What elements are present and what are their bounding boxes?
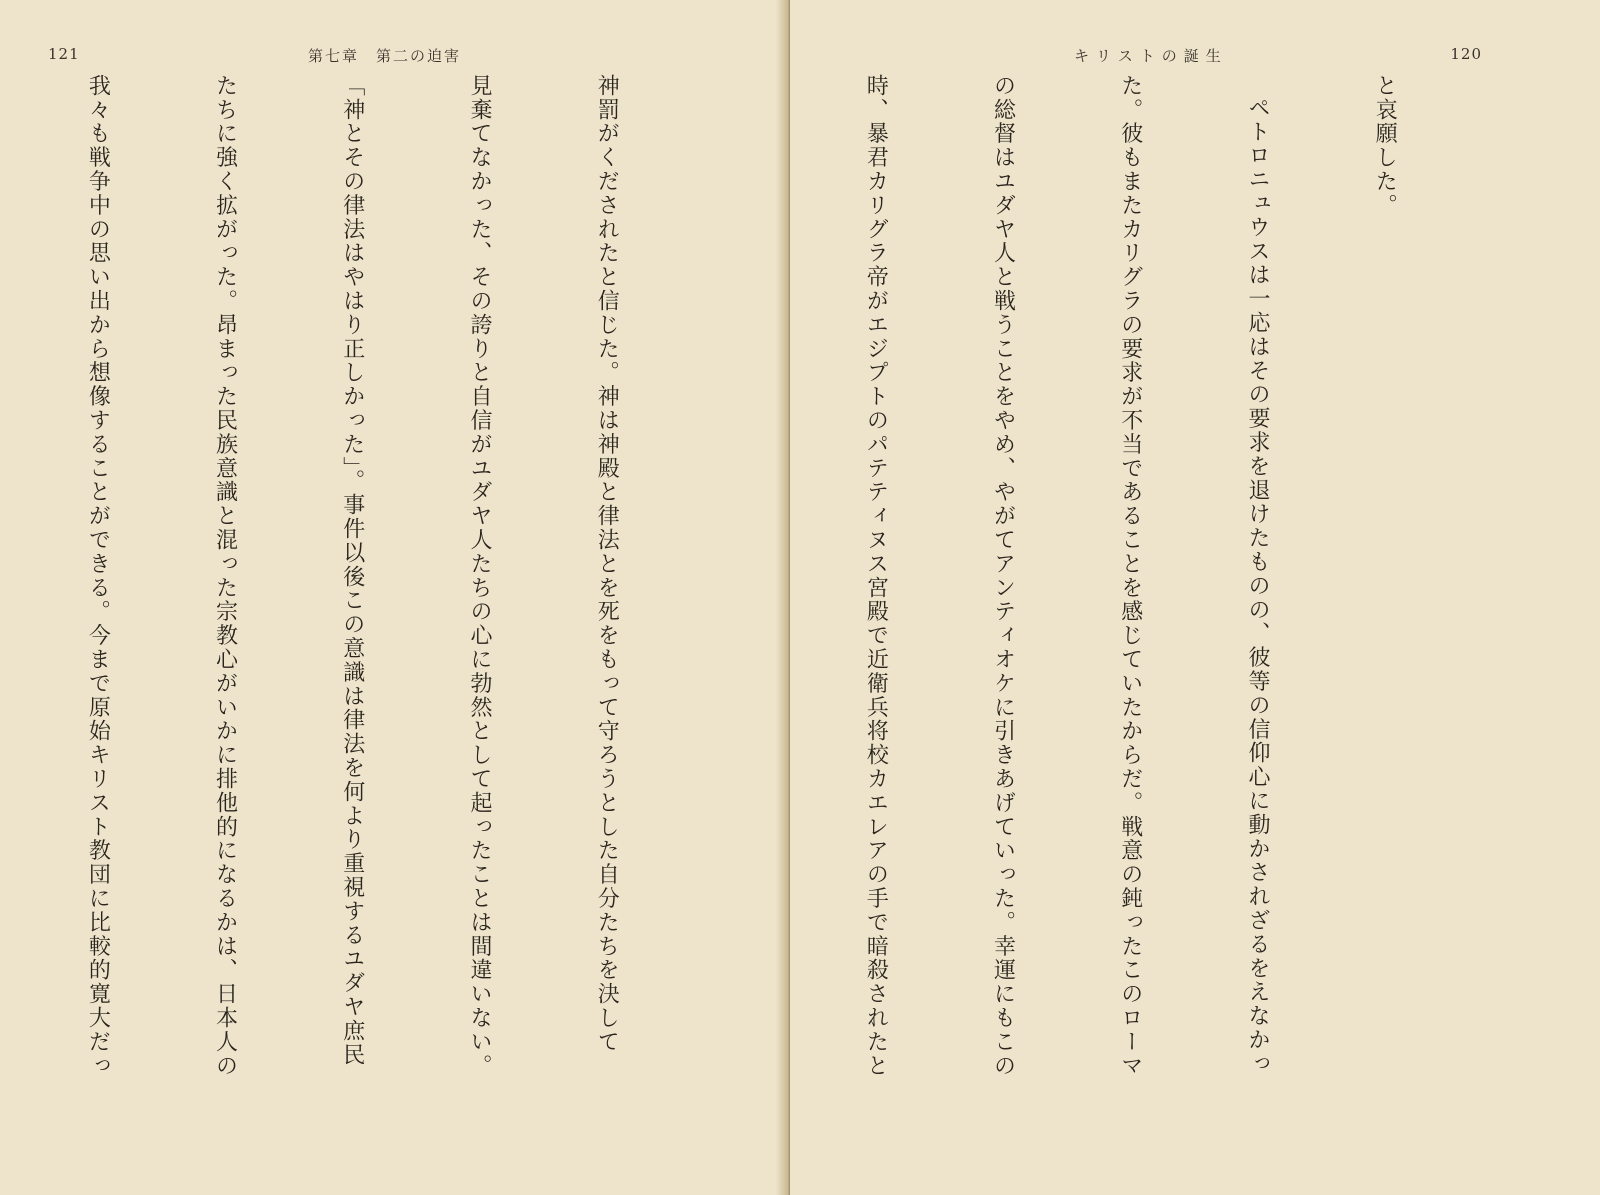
text-line: 神罰がくだされたと信じた。神は神殿と律法とを死をもって守ろうとした自分たちを決して <box>594 74 620 1054</box>
text-line: と哀願した。 <box>1372 74 1398 218</box>
text-line: の総督はユダヤ人と戦うことをやめ、やがてアンティオケに引きあげていった。幸運にもこの <box>990 74 1016 1078</box>
text-line: 我々も戦争中の思い出から想像することができる。今まで原始キリスト教団に比較的寛大だっ <box>85 74 111 1078</box>
body-text <box>42 74 712 1164</box>
text-line: 「神とその律法はやはり正しかった」。事件以後この意識は律法を何より重視するユダヤ庶民 <box>339 74 365 1067</box>
page-number: 120 <box>1450 45 1482 63</box>
text-line: 時、暴君カリグラ帝がエジプトのパテティヌス宮殿で近衛兵将校カエレアの手で暗殺されたと <box>863 74 889 1078</box>
text-line: 見棄てなかった、その誇りと自信がユダヤ人たちの心に勃然として起ったことは間違いない。 <box>466 74 492 1078</box>
running-head: キリストの誕生 <box>1074 47 1228 65</box>
text-line: ペトロニュウスは一応はその要求を退けたものの、彼等の信仰心に動かされざるをえなかっ <box>1244 96 1270 1076</box>
body-text <box>810 74 1490 1164</box>
right-page <box>790 0 1600 1195</box>
text-line: た。彼もまたカリグラの要求が不当であることを感じていたからだ。戦意の鈍ったこのローマ <box>1117 74 1143 1078</box>
page-number: 121 <box>48 45 80 63</box>
text-line: たちに強く拡がった。昂まった民族意識と混った宗教心がいかに排他的になるかは、日本人の <box>212 74 238 1078</box>
left-page <box>0 0 790 1195</box>
running-head: 第七章 第二の迫害 <box>308 47 462 65</box>
